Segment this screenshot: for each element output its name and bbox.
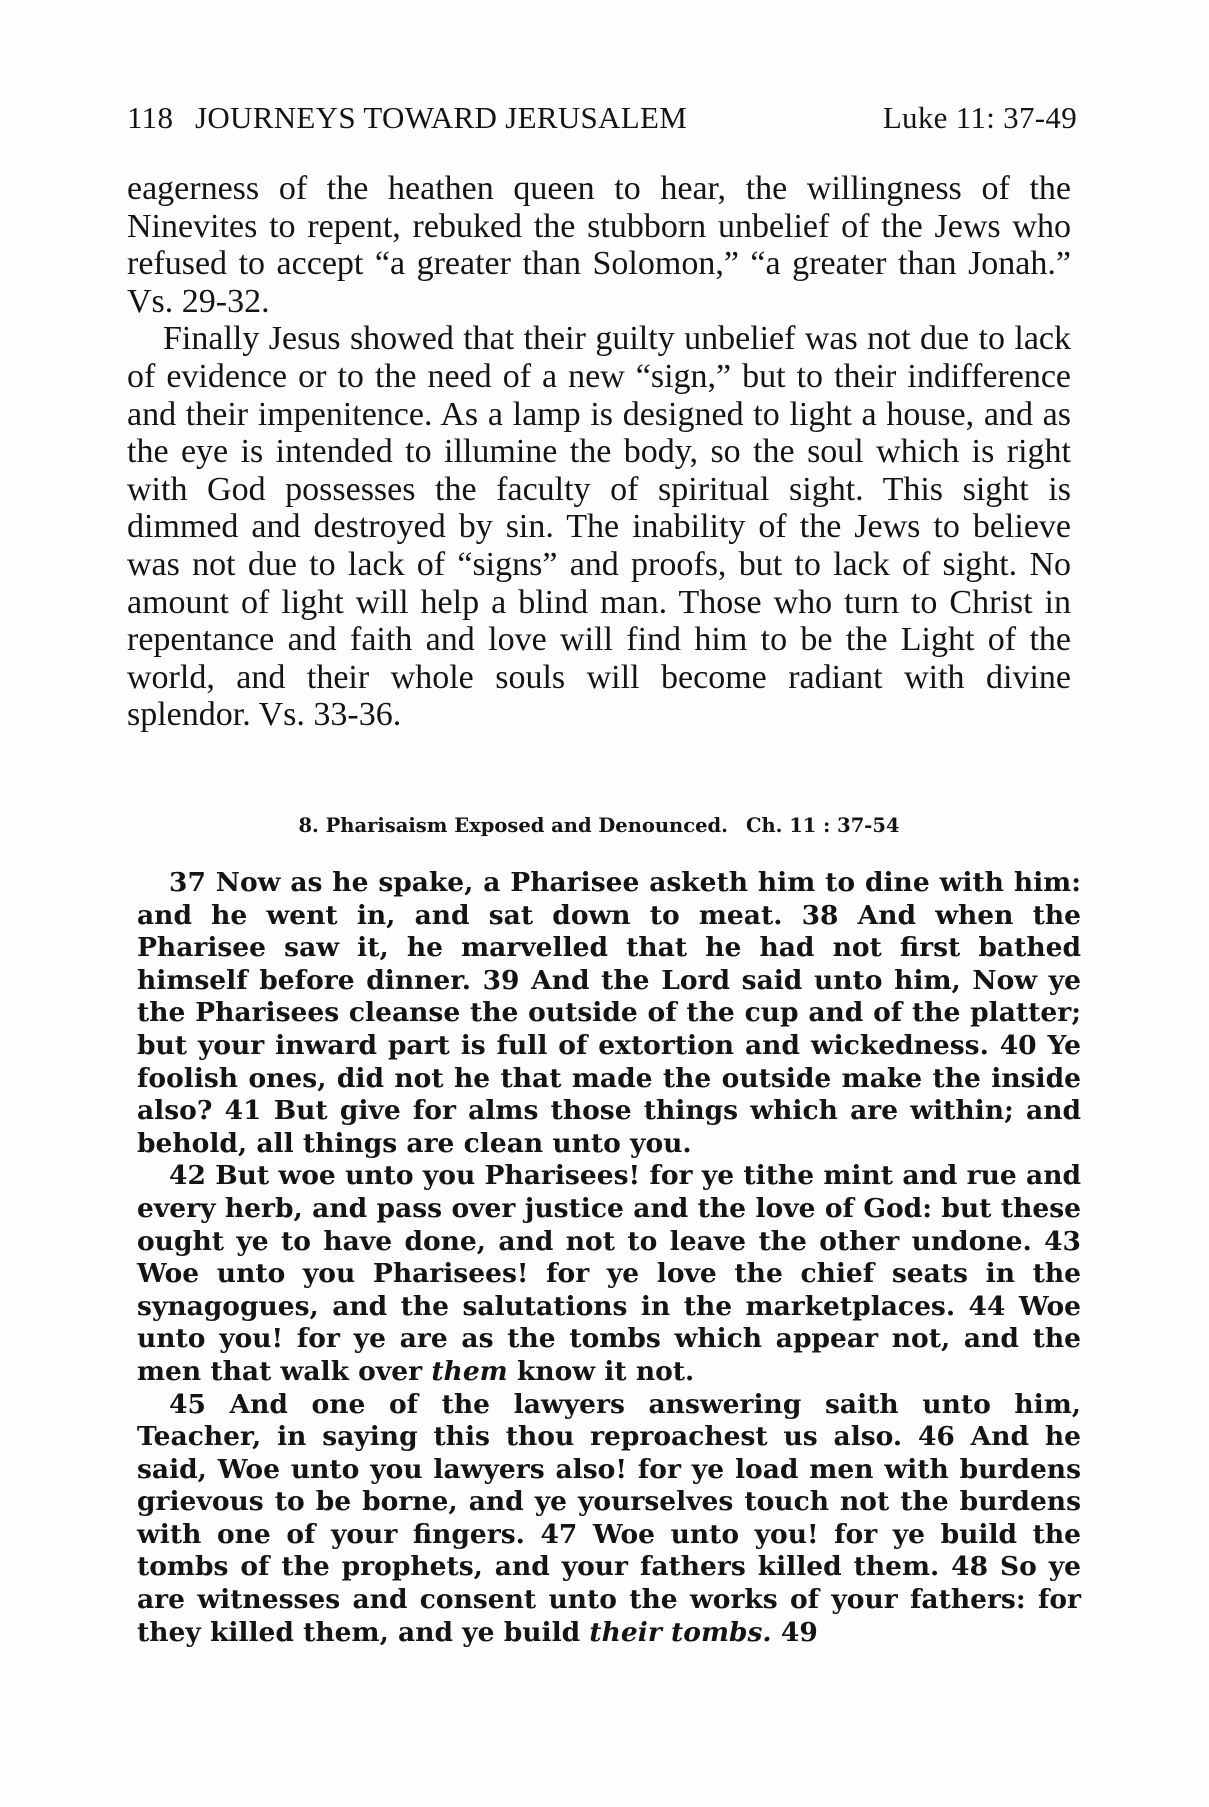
scripture-paragraph — [137, 1160, 1081, 1388]
running-header — [127, 100, 1077, 136]
scripture-text-run: know it not. — [516, 1355, 695, 1387]
scripture-text — [137, 867, 1081, 1649]
scripture-text-run: 42 But woe unto you Pharisees! for ye tithe mint and rue and every herb, and pass over justice and the love of God: but these ought ye to have done, and not to leave the other undone. 43 Woe unto you Pharisees! for ye love the chief seats in the synagogues, and the salutations in the marketplaces. 44 Woe unto you! for ye are as the tombs which appear not, and the men that walk over — [137, 1160, 1081, 1387]
chapter-reference: Ch. 11 : 37-54 — [745, 814, 900, 837]
commentary-paragraph: Finally Jesus showed that their guilty unbelief was not due to lack of evidence or to the need of a new “sign,” but to their indifference and their impenitence. As a lamp is designed to light a house, and as the eye is intended to illumine the body, so the soul which is right with God possesses the faculty of spiritual sight. This sight is dimmed and destroyed by sin. The inability of the Jews to believe was not due to lack of “signs” and proofs, but to lack of sight. No amount of light will help a blind man. Those who turn to Christ in repentance and faith and love will find him to be the Light of the world, and their whole souls will become radiant with divine splendor. Vs. 33-36. — [127, 320, 1071, 734]
italic-words: their tombs. — [589, 1616, 772, 1648]
section-heading — [127, 813, 1071, 839]
section-title: 8. Pharisaism Exposed and Denounced. — [298, 814, 728, 837]
verse-number: 49 — [780, 1616, 818, 1648]
running-title: JOURNEYS TOWARD JERUSALEM — [195, 100, 688, 135]
scripture-text-run: 45 And one of the lawyers answering saith unto him, Teacher, in saying this thou reproachest us also. 46 And he said, Woe unto you lawyers also! for ye load men with burdens grievous to be borne, and ye yourselves touch not the burdens with one of your fingers. 47 Woe unto you! for ye build the tombs of the prophets, and your fathers killed them. 48 So ye are witnesses and consent unto the works of your fathers: for they killed them, and ye build — [137, 1388, 1081, 1648]
scripture-reference: Luke 11: 37-49 — [882, 100, 1077, 135]
italic-word: them — [431, 1355, 508, 1387]
commentary-paragraph: eagerness of the heathen queen to hear, the willingness of the Ninevites to repent, rebuked the stubborn unbelief of the Jews who refused to accept “a greater than Solomon,” “a greater than Jonah.” Vs. 29-32. — [127, 170, 1071, 320]
commentary-text — [127, 170, 1071, 734]
page-number: 118 — [127, 100, 174, 135]
scripture-paragraph: 37 Now as he spake, a Pharisee asketh him to dine with him: and he went in, and sat down to meat. 38 And when the Pharisee saw it, he marvelled that he had not first bathed himself before dinner. 39 And the Lord said unto him, Now ye the Pharisees cleanse the outside of the cup and of the platter; but your inward part is full of extortion and wickedness. 40 Ye foolish ones, did not he that made the outside make the inside also? 41 But give for alms those things which are within; and behold, all things are clean unto you. — [137, 867, 1081, 1159]
scripture-paragraph — [137, 1389, 1081, 1650]
